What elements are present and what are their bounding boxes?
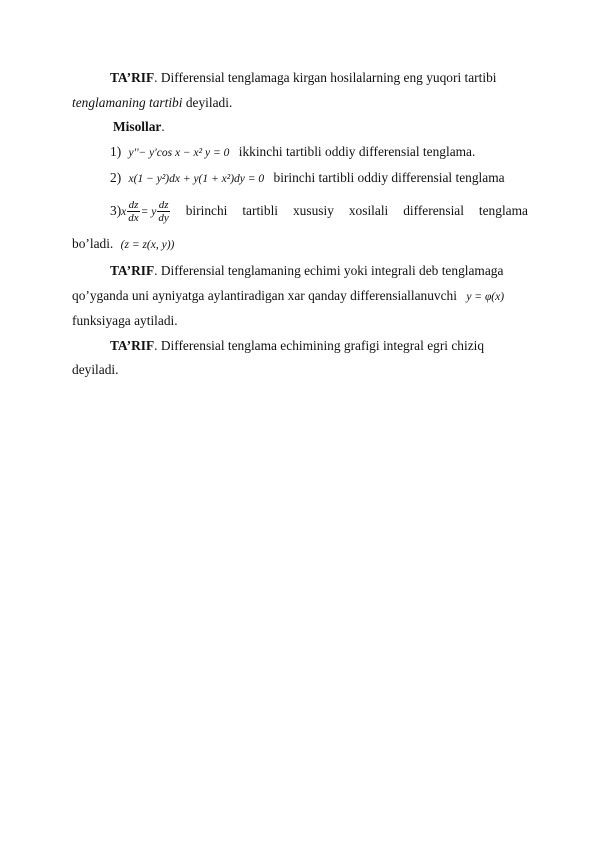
definition-2-line-2-text: qo’yganda uni ayniyatga aylantiradigan xar qanday differensiallanuvchi	[72, 288, 457, 303]
example-3-line-2-text: bo’ladi.	[72, 236, 114, 251]
example-3-equals-y: = y	[140, 206, 157, 218]
fraction-1-numerator: dz	[128, 199, 139, 212]
definition-3-line-2	[72, 361, 118, 379]
example-1	[110, 143, 475, 162]
example-3-line-1	[110, 197, 528, 226]
example-3-word: xosilali	[348, 203, 389, 218]
definition-1-text: . Differensial tenglamaga kirgan hosilalarning eng yuqori tartibi	[154, 70, 497, 85]
definition-2-term: TA’RIF	[110, 263, 155, 278]
example-3-word: differensial	[403, 203, 464, 218]
example-3-fraction-2	[157, 199, 169, 224]
example-3-x: x	[121, 206, 127, 218]
example-3-word: xususiy	[292, 203, 334, 218]
definition-1-line-2	[72, 94, 232, 112]
example-3-line-2	[72, 235, 174, 254]
example-3-word: tartibli	[242, 203, 279, 218]
example-3-formula	[110, 197, 171, 226]
example-1-formula: y''− y'cos x − x² y = 0	[128, 147, 230, 159]
example-1-number: 1)	[110, 144, 122, 159]
examples-heading-text: Misollar	[113, 119, 162, 134]
example-3-formula-2: (z = z(x, y))	[120, 239, 175, 251]
definition-2-line-3-text: funksiyaga aytiladi.	[72, 313, 178, 328]
example-2-formula: x(1 − y²)dx + y(1 + x²)dy = 0	[128, 173, 265, 185]
definition-1-italic-term: tenglamaning tartibi	[72, 95, 183, 110]
definition-1-term: TA’RIF	[110, 70, 155, 85]
definition-2-formula: y = φ(x)	[466, 291, 505, 303]
fraction-2-denominator: dy	[158, 212, 169, 225]
example-3-word: tenglama	[478, 203, 528, 218]
example-2-text: birinchi tartibli oddiy differensial tenglama	[273, 170, 505, 185]
example-2	[110, 169, 505, 188]
examples-heading	[113, 118, 165, 136]
fraction-2-numerator: dz	[158, 199, 169, 212]
example-3-fraction-1	[127, 199, 139, 224]
definition-2-line-3	[72, 312, 178, 330]
fraction-1-denominator: dx	[128, 212, 139, 225]
definition-2-line-1	[110, 262, 503, 280]
example-3-number: 3)	[110, 203, 122, 218]
definition-3-term: TA’RIF	[110, 338, 155, 353]
definition-1-tail: deyiladi.	[182, 95, 233, 110]
example-3-word: birinchi	[185, 203, 228, 218]
definition-1-line-1	[110, 69, 497, 87]
definition-2-text: . Differensial tenglamaning echimi yoki integrali deb tenglamaga	[154, 263, 504, 278]
definition-3-line-1	[110, 337, 484, 355]
definition-3-text: . Differensial tenglama echimining grafigi integral egri chiziq	[154, 338, 485, 353]
example-1-text: ikkinchi tartibli oddiy differensial tenglama.	[238, 144, 476, 159]
definition-2-line-2	[72, 287, 504, 306]
examples-heading-dot: .	[161, 119, 165, 134]
example-2-number: 2)	[110, 170, 122, 185]
definition-3-line-2-text: deyiladi.	[72, 362, 119, 377]
